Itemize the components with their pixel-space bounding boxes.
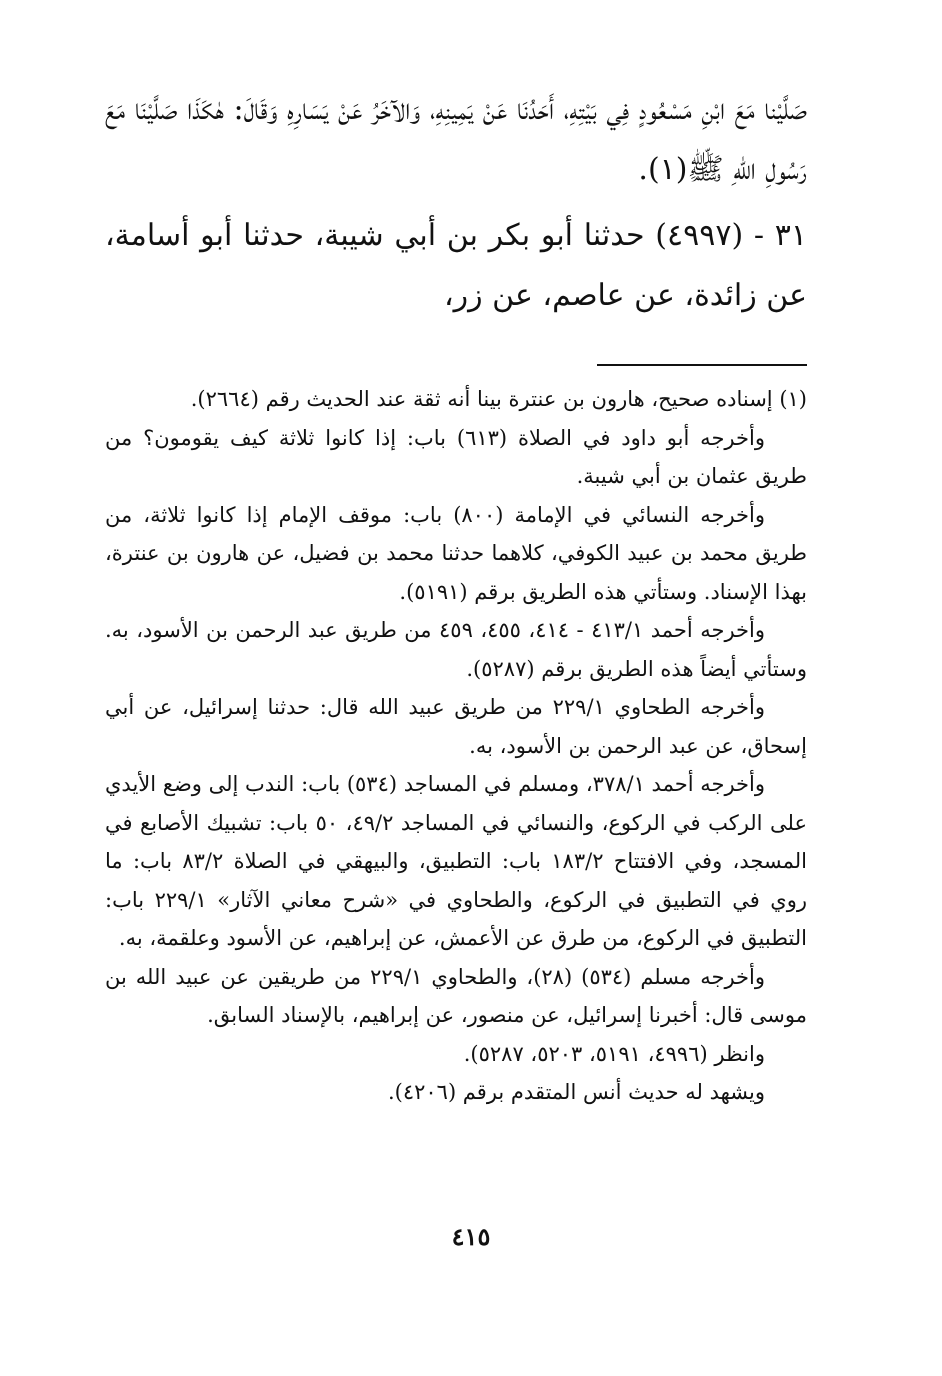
hadith-number: ٣١ - (٤٩٩٧) — [655, 218, 807, 253]
hadith-paragraph — [105, 206, 807, 326]
page-content — [105, 80, 807, 1112]
footnote-para: ويشهد له حديث أنس المتقدم برقم (٤٢٠٦). — [387, 1080, 765, 1104]
hadith-text: حدثنا أبو بكر بن أبي شيبة، حدثنا أبو أسامة، عن زائدة، عن عاصم، عن زر، — [105, 218, 807, 313]
footnote-para: وأخرجه النسائي في الإمامة (٨٠٠) باب: موقف الإمام إذا كانوا ثلاثة، من طريق محمد بن عبيد الكوفي، كلاهما حدثنا محمد بن فضيل، عن هارون بن عنترة، بهذا الإسناد. وستأتي هذه الطريق برقم (٥١٩١). — [105, 502, 807, 604]
page-number: ٤١٥ — [451, 1222, 491, 1251]
footnote-para: وأخرجه أبو داود في الصلاة (٦١٣) باب: إذا كانوا ثلاثة كيف يقومون؟ من طريق عثمان بن أبي شيبة. — [105, 425, 807, 488]
main-text — [105, 80, 807, 326]
footnote-1: (١) إسناده صحيح، هارون بن عنترة بينا أنه ثقة عند الحديث رقم (٢٦٦٤). — [190, 387, 807, 411]
footnote-para: وأخرجه الطحاوي ٢٢٩/١ من طريق عبيد الله قال: حدثنا إسرائيل، عن أبي إسحاق، عن عبد الرحمن بن الأسود، به. — [105, 695, 807, 758]
footnote-para: وأخرجه مسلم (٥٣٤) (٢٨)، والطحاوي ٢٢٩/١ من طريقين عن عبيد الله بن موسى قال: أخبرنا إسرائيل، عن منصور، عن إبراهيم، بالإسناد السابق. — [105, 964, 807, 1027]
main-paragraph: صَلَّيْنا مَعَ ابْنِ مَسْعُودٍ فِي بَيْتِهِ، أَحَدُنَا عَنْ يَمِينِهِ، وَالآخَرُ عَنْ يَسَارِهِ وَقَالَ: هٰكَذَا صَلَّيْنَا مَعَ رَسُولِ اللهِ ﷺ(١). — [105, 92, 807, 187]
footnotes — [105, 380, 807, 1112]
footnote-para: وانظر (٤٩٩٦، ٥١٩١، ٥٢٠٣، ٥٢٨٧). — [463, 1041, 765, 1066]
footnote-para: وأخرجه أحمد ٣٧٨/١، ومسلم في المساجد (٥٣٤) باب: الندب إلى وضع الأيدي على الركب في الركوع، والنسائي في المساجد ٤٩/٢، ٥٠ باب: تشبيك الأصابع في المسجد، وفي الافتتاح ١٨٣/٢ باب: التطبيق، والبيهقي في الصلاة ٨٣/٢ باب: ما روي في التطبيق في الركوع، والطحاوي في «شرح معاني الآثار» ٢٢٩/١ باب: التطبيق في الركوع، من طرق عن الأعمش، عن إبراهيم، عن الأسود وعلقمة، به. — [105, 772, 808, 950]
footnote-para: وأخرجه أحمد ٤١٣/١ - ٤١٤، ٤٥٥، ٤٥٩ من طريق عبد الرحمن بن الأسود، به. وستأتي أيضاً هذه الطريق برقم (٥٢٨٧). — [105, 618, 807, 681]
footnote-separator — [597, 364, 807, 366]
